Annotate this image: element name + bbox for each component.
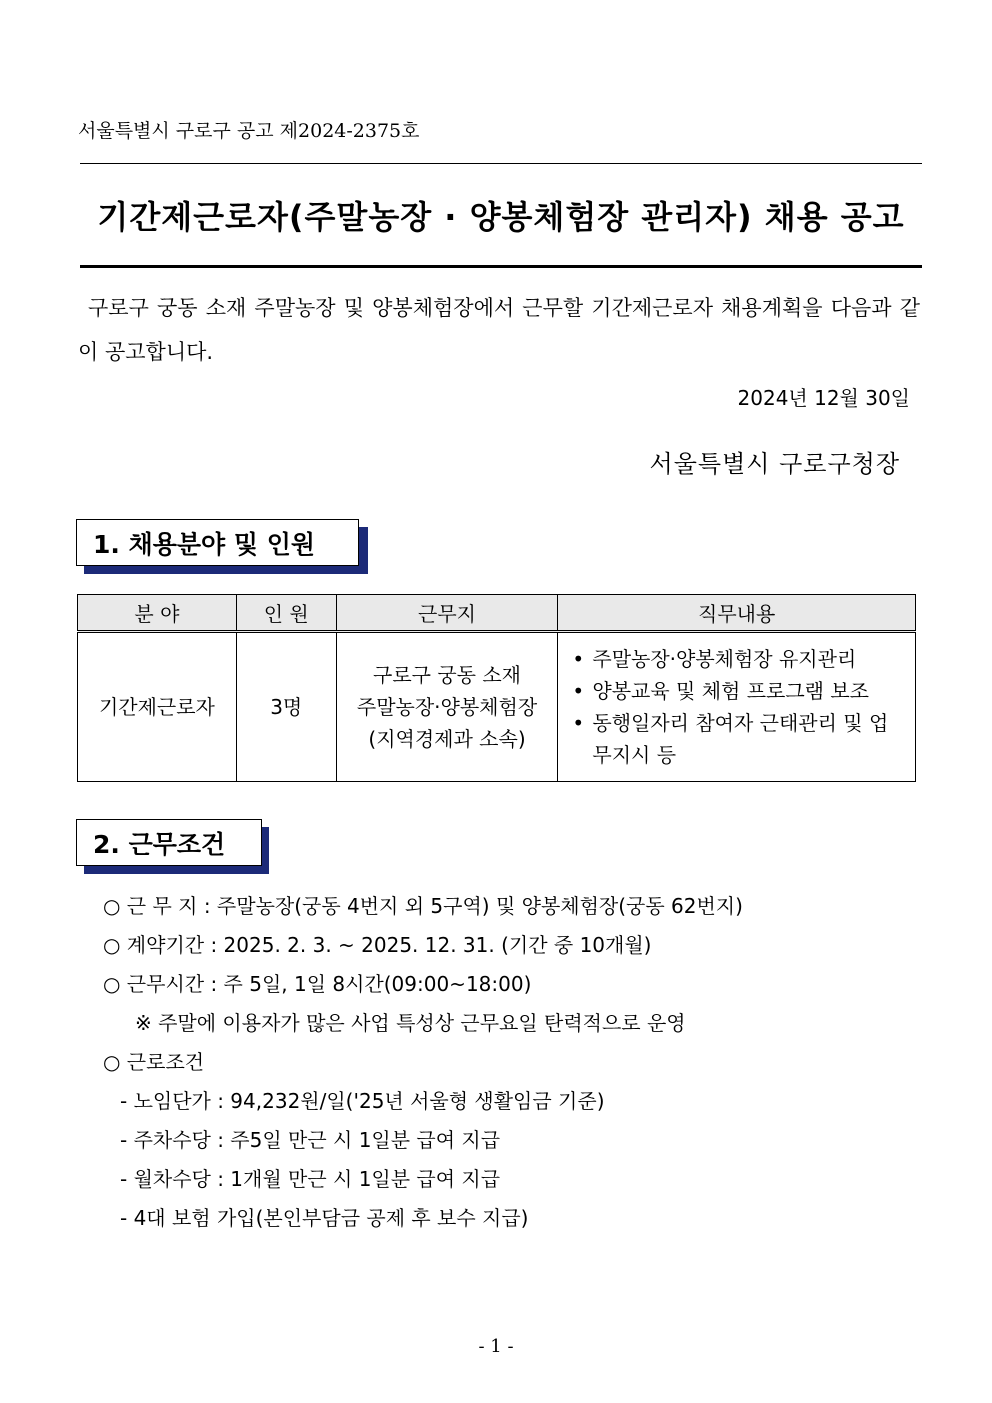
intro-paragraph: 구로구 궁동 소재 주말농장 및 양봉체험장에서 근무할 기간제근로자 채용계획을 다음과 같이 공고합니다. xyxy=(78,296,920,364)
section2-heading-box xyxy=(76,819,269,874)
table-row xyxy=(78,632,916,782)
notice-number: 서울특별시 구로구 공고 제2024-2375호 xyxy=(78,120,420,142)
issuer: 서울특별시 구로구청장 xyxy=(649,450,900,478)
condition-work-hours: ○ 근무시간 : 주 5일, 1일 8시간(09:00~18:00) xyxy=(103,972,532,996)
duty-item: • 동행일자리 참여자 근태관리 및 업무지시 등 xyxy=(572,707,905,771)
condition-wage: - 노임단가 : 94,232원/일('25년 서울형 생활임금 기준) xyxy=(120,1089,605,1113)
duty-item: • 양봉교육 및 체험 프로그램 보조 xyxy=(572,675,905,707)
duty-item: • 주말농장·양봉체험장 유지관리 xyxy=(572,643,905,675)
condition-workplace: ○ 근 무 지 : 주말농장(궁동 4번지 외 5구역) 및 양봉체험장(궁동 62번지) xyxy=(103,894,743,918)
section1-heading-box xyxy=(76,519,368,574)
table-header-count: 인 원 xyxy=(236,595,336,632)
cell-duties xyxy=(558,632,916,782)
table-header-row xyxy=(78,595,916,632)
section1-heading: 1. 채용분야 및 인원 xyxy=(76,519,359,566)
cell-location xyxy=(336,632,558,782)
table-header-duties: 직무내용 xyxy=(558,595,916,632)
notice-date: 2024년 12월 30일 xyxy=(737,386,910,410)
location-line: 주말농장·양봉체험장 xyxy=(356,695,538,719)
location-line: 구로구 궁동 소재 xyxy=(373,663,522,687)
table-header-field: 분 야 xyxy=(78,595,237,632)
title-divider xyxy=(80,265,922,268)
cell-count: 3명 xyxy=(236,632,336,782)
top-divider xyxy=(80,163,922,164)
condition-weekly-allowance: - 주차수당 : 주5일 만근 시 1일분 급여 지급 xyxy=(120,1128,501,1152)
condition-monthly-allowance: - 월차수당 : 1개월 만근 시 1일분 급여 지급 xyxy=(120,1167,501,1191)
recruitment-table xyxy=(77,594,916,782)
page-title: 기간제근로자(주말농장 · 양봉체험장 관리자) 채용 공고 xyxy=(97,198,905,236)
location-line: (지역경제과 소속) xyxy=(368,727,526,751)
page-number: - 1 - xyxy=(478,1336,514,1357)
cell-field: 기간제근로자 xyxy=(78,632,237,782)
condition-note: ※ 주말에 이용자가 많은 사업 특성상 근무요일 탄력적으로 운영 xyxy=(135,1011,686,1035)
condition-labor-terms: ○ 근로조건 xyxy=(103,1050,205,1074)
condition-contract-period: ○ 계약기간 : 2025. 2. 3. ~ 2025. 12. 31. (기간 중 10개월) xyxy=(103,933,652,957)
table-header-location: 근무지 xyxy=(336,595,558,632)
condition-insurance: - 4대 보험 가입(본인부담금 공제 후 보수 지급) xyxy=(120,1206,529,1230)
section2-heading: 2. 근무조건 xyxy=(76,819,262,866)
